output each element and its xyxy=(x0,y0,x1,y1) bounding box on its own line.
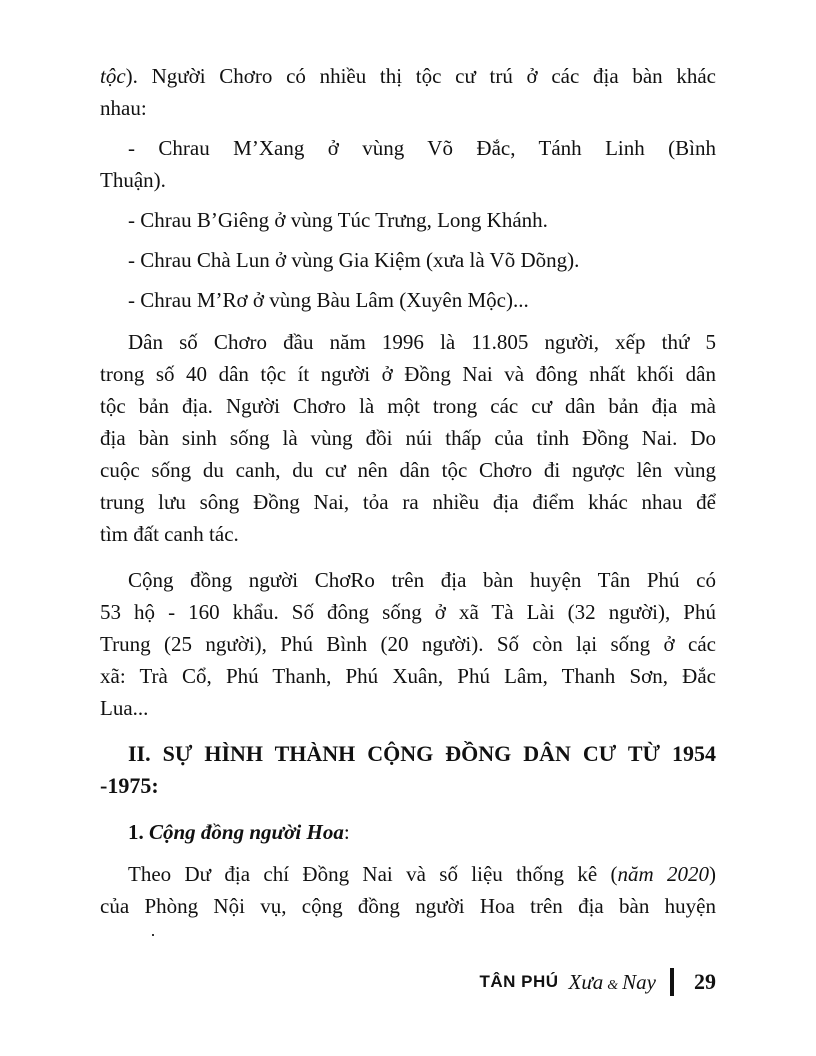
paragraph-hoa-line-2: của Phòng Nội vụ, cộng đồng người Hoa trên địa bàn huyện xyxy=(100,894,716,918)
section-heading-line-2: -1975: xyxy=(100,773,159,798)
paragraph-population-line: cuộc sống du canh, du cư nên dân tộc Chơro đi ngược lên vùng xyxy=(100,458,716,482)
page-footer xyxy=(479,962,716,1002)
paragraph-population-line: trung lưu sông Đồng Nai, tỏa ra nhiều địa điểm khác nhau để xyxy=(100,490,716,514)
footer-subtitle xyxy=(569,970,657,995)
list-item: - Chrau M’Rơ ở vùng Bàu Lâm (Xuyên Mộc)... xyxy=(128,288,529,312)
subheading-colon: : xyxy=(343,820,350,844)
paragraph-community-line: Cộng đồng người ChơRo trên địa bàn huyện Tân Phú có xyxy=(128,568,716,592)
paragraph-community-line: xã: Trà Cổ, Phú Thanh, Phú Xuân, Phú Lâm, Thanh Sơn, Đắc xyxy=(100,664,716,688)
paragraph-hoa-line-1 xyxy=(100,858,716,890)
paragraph-community-line: Trung (25 người), Phú Bình (20 người). Số còn lại sống ở các xyxy=(100,632,716,656)
paragraph-community-line: 53 hộ - 160 khẩu. Số đông sống ở xã Tà Lài (32 người), Phú xyxy=(100,600,716,624)
list-item: - Chrau M’Xang ở vùng Võ Đắc, Tánh Linh (Bình xyxy=(128,136,716,160)
italic-word: tộc xyxy=(100,64,126,88)
paragraph-population-line: tìm đất canh tác. xyxy=(100,522,239,546)
page-number: 29 xyxy=(694,969,716,994)
footer-book-title: TÂN PHÚ xyxy=(479,972,559,991)
section-heading-line-1: II. SỰ HÌNH THÀNH CỘNG ĐỒNG DÂN CƯ TỪ 1954 xyxy=(128,741,716,766)
text-run: ). Người Chơro có nhiều thị tộc cư trú ở các địa bàn khác xyxy=(125,64,716,88)
paragraph-population-line: tộc bản địa. Người Chơro là một trong các cư dân bản địa mà xyxy=(100,394,716,418)
footer-subtitle-a: Xưa xyxy=(568,969,604,994)
subheading-number: 1. xyxy=(128,820,144,844)
paragraph-population-line: địa bàn sinh sống là vùng đồi núi thấp của tỉnh Đồng Nai. Do xyxy=(100,426,716,450)
italic-year: năm 2020 xyxy=(617,862,710,886)
paragraph-community-line: Lua... xyxy=(100,696,149,720)
paragraph-population-line: trong số 40 dân tộc ít người ở Đồng Nai và đông nhất khối dân xyxy=(100,362,716,386)
text-run: Theo Dư địa chí Đồng Nai và số liệu thống kê ( xyxy=(128,862,618,886)
paragraph-intro-line-1 xyxy=(100,60,716,92)
speck-mark xyxy=(152,934,154,936)
list-item: - Chrau Chà Lun ở vùng Gia Kiệm (xưa là Võ Dõng). xyxy=(128,248,580,272)
footer-subtitle-b: Nay xyxy=(622,969,656,994)
subheading-title: Cộng đồng người Hoa xyxy=(149,820,344,844)
footer-ampersand: & xyxy=(607,977,619,993)
footer-divider-bar xyxy=(670,968,674,996)
subheading xyxy=(100,816,716,848)
list-item-continuation: Thuận). xyxy=(100,168,166,192)
paragraph-intro-line-2: nhau: xyxy=(100,96,147,120)
text-run: ) xyxy=(709,862,717,886)
list-item: - Chrau B’Giêng ở vùng Túc Trưng, Long Khánh. xyxy=(128,208,548,232)
paragraph-population-line: Dân số Chơro đầu năm 1996 là 11.805 người, xếp thứ 5 xyxy=(128,330,716,354)
